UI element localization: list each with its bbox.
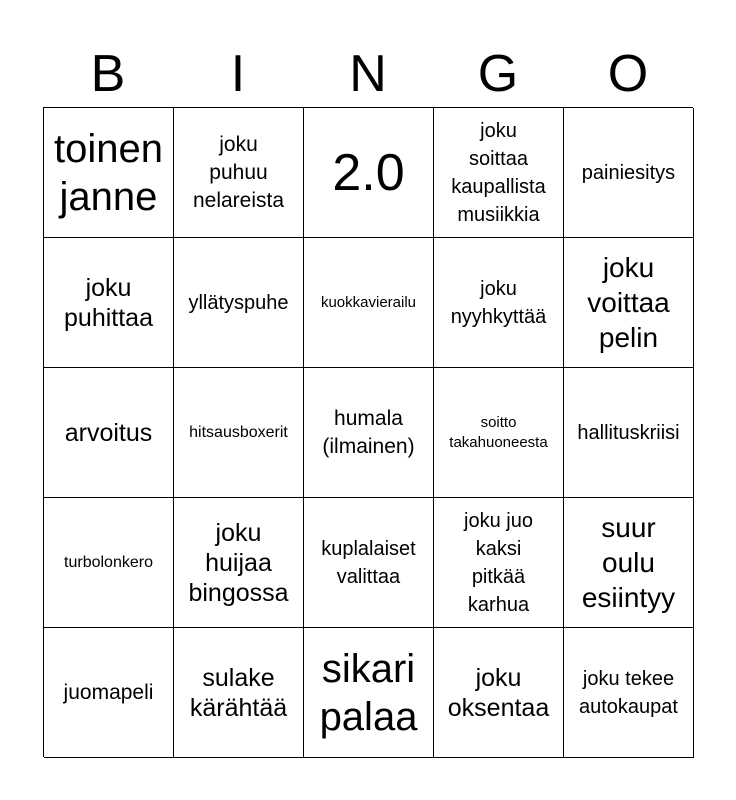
cell-text: joku tekee autokaupat: [579, 667, 678, 718]
cell-text: turbolonkero: [64, 554, 153, 571]
bingo-cell-5-5[interactable]: [564, 628, 694, 758]
cell-text: arvoitus: [64, 418, 153, 447]
bingo-header: [43, 40, 693, 108]
cell-text: yllätyspuhe: [188, 291, 289, 314]
cell-text: juomapeli: [63, 680, 154, 704]
bingo-cell-5-2[interactable]: [174, 628, 304, 758]
bingo-cell-3-2[interactable]: [174, 368, 304, 498]
cell-text: kuokkavierailu: [320, 293, 417, 311]
bingo-cell-5-3[interactable]: [304, 628, 434, 758]
cell-text: joku soittaa kaupallista musiikkia: [451, 119, 546, 226]
header-letter-o: O: [607, 45, 649, 103]
bingo-cell-4-3[interactable]: [304, 498, 434, 628]
bingo-cell-1-1[interactable]: [44, 108, 174, 238]
bingo-cell-3-3[interactable]: [304, 368, 434, 498]
bingo-cell-2-5[interactable]: [564, 238, 694, 368]
cell-text: joku huijaa bingossa: [188, 518, 289, 607]
bingo-cell-2-2[interactable]: [174, 238, 304, 368]
cell-text: hallituskriisi: [577, 421, 680, 444]
bingo-cell-2-4[interactable]: [434, 238, 564, 368]
bingo-cell-3-5[interactable]: [564, 368, 694, 498]
header-letter-g: G: [477, 45, 519, 103]
bingo-grid: [43, 107, 693, 757]
cell-text: humala (ilmainen): [322, 406, 415, 458]
cell-text: 2.0: [332, 143, 405, 202]
header-letter-b: B: [90, 45, 126, 103]
cell-text: soitto takahuoneesta: [449, 413, 548, 451]
cell-text: joku juo kaksi pitkää karhua: [464, 509, 533, 616]
bingo-cell-5-1[interactable]: [44, 628, 174, 758]
bingo-cell-5-4[interactable]: [434, 628, 564, 758]
bingo-cell-3-1[interactable]: [44, 368, 174, 498]
bingo-cell-2-3[interactable]: [304, 238, 434, 368]
cell-text: joku oksentaa: [447, 663, 550, 722]
cell-text: suur oulu esiintyy: [581, 512, 676, 613]
cell-text: joku voittaa pelin: [587, 252, 670, 353]
bingo-cell-1-5[interactable]: [564, 108, 694, 238]
bingo-cell-4-4[interactable]: [434, 498, 564, 628]
cell-text: toinen janne: [54, 126, 163, 219]
bingo-cell-3-4[interactable]: [434, 368, 564, 498]
cell-text: sulake kärähtää: [189, 663, 288, 722]
cell-text: sikari palaa: [319, 646, 418, 739]
bingo-cell-2-1[interactable]: [44, 238, 174, 368]
cell-text: joku puhittaa: [64, 273, 153, 332]
cell-text: joku puhuu nelareista: [192, 132, 285, 212]
cell-text: painiesitys: [581, 161, 676, 184]
bingo-cell-4-2[interactable]: [174, 498, 304, 628]
header-letter-i: I: [230, 45, 246, 103]
bingo-cell-1-3[interactable]: [304, 108, 434, 238]
bingo-cell-1-4[interactable]: [434, 108, 564, 238]
bingo-cell-1-2[interactable]: [174, 108, 304, 238]
bingo-cell-4-1[interactable]: [44, 498, 174, 628]
cell-text: joku nyyhkyttää: [450, 277, 547, 328]
bingo-cell-4-5[interactable]: [564, 498, 694, 628]
cell-text: hitsausboxerit: [189, 424, 288, 441]
cell-text: kuplalaiset valittaa: [321, 537, 416, 588]
header-letter-n: N: [349, 45, 387, 103]
